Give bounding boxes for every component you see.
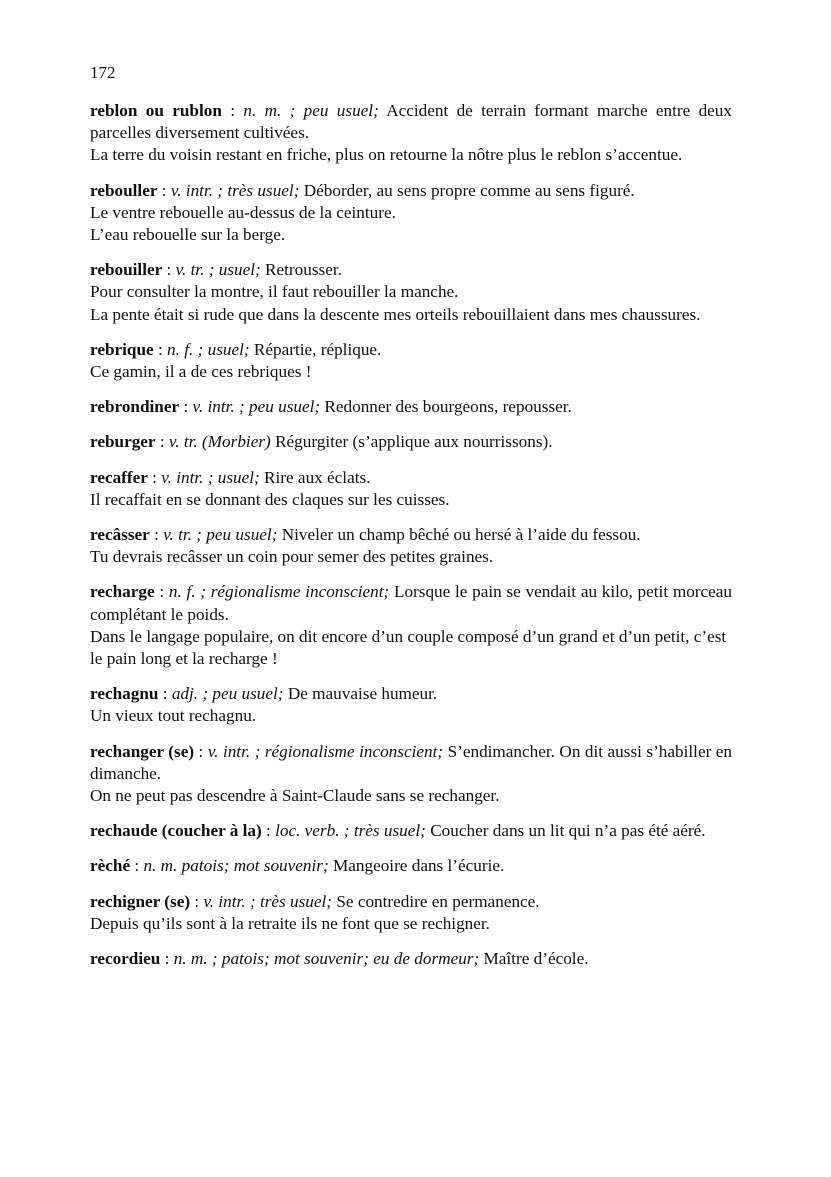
entry-headword: recharge [90,582,155,602]
entry-definition-line [90,431,732,453]
headword-separator: : [158,684,172,704]
entry-example: L’eau rebouelle sur la berge. [90,225,286,245]
headword-separator: : [179,397,193,417]
headword-separator: : [160,949,174,969]
headword-separator: : [154,582,169,602]
entry-grammar: v. intr. ; peu usuel; [192,397,321,417]
entry-headword: rechaude (coucher à la) [90,821,262,841]
entry-grammar: loc. verb. ; très usuel; [275,821,426,841]
dictionary-entry [90,100,732,167]
entry-definition-line [90,581,732,625]
headword-separator: : [162,260,176,280]
headword-separator: : [261,821,276,841]
entry-grammar: n. m. ; patois; mot souvenir; eu de dormeur; [173,949,480,969]
dictionary-entry [90,339,732,383]
entry-grammar: n. m. ; peu usuel; [243,101,379,120]
entry-headword: rebouller [90,180,158,200]
entry-headword: reburger [90,432,156,452]
entry-definition: Retrousser. [265,260,342,280]
entry-list [90,100,732,970]
entry-grammar: v. intr. ; usuel; [161,467,260,487]
dictionary-entry [90,180,732,247]
entry-definition-line [90,891,732,913]
dictionary-entry [90,259,732,326]
entry-definition: Régurgiter (s’applique aux nourrissons). [275,432,553,452]
entry-grammar: n. f. ; usuel; [167,339,250,359]
headword-separator: : [194,741,208,761]
entry-definition: Niveler un champ bêché ou hersé à l’aide du fessou. [281,525,641,545]
headword-separator: : [190,891,204,911]
entry-headword: rebrondiner [90,397,180,417]
headword-separator: : [130,856,144,876]
entry-grammar: v. intr. ; régionalisme inconscient; [207,741,444,761]
entry-definition-line [90,259,732,281]
entry-example: Depuis qu’ils sont à la retraite ils ne font que se rechigner. [90,913,490,933]
entry-grammar: v. tr. (Morbier) [168,432,271,452]
entry-definition: Répartie, réplique. [253,339,382,359]
entry-example: Un vieux tout rechagnu. [90,706,257,726]
entry-definition-line [90,855,732,877]
entry-headword: rebrique [90,339,154,359]
dictionary-page [90,62,732,983]
entry-example: On ne peut pas descendre à Saint-Claude sans se rechanger. [90,786,500,806]
headword-separator: : [157,180,171,200]
entry-definition: Rire aux éclats. [264,467,371,487]
entry-headword: rechanger (se) [90,741,195,761]
entry-example: La pente était si rude que dans la descente mes orteils rebouillaient dans mes chaussures. [90,304,701,324]
entry-headword: reblon ou rublon [90,101,222,120]
dictionary-entry [90,581,732,670]
entry-definition: Lorsque le pain se vendait au kilo, petit morceau complétant le poids. [90,582,733,624]
entry-headword: rechigner (se) [90,891,191,911]
entry-grammar: n. m. patois; mot souvenir; [143,856,329,876]
dictionary-entry [90,855,732,877]
entry-example: Il recaffait en se donnant des claques sur les cuisses. [90,489,450,509]
entry-headword: recaffer [90,467,148,487]
dictionary-entry [90,741,732,808]
dictionary-entry [90,431,732,453]
entry-example: Tu devrais recâsser un coin pour semer des petites graines. [90,547,494,567]
entry-grammar: v. intr. ; très usuel; [203,891,333,911]
dictionary-entry [90,948,732,970]
entry-definition: Maître d’école. [483,949,589,969]
headword-separator: : [149,525,164,545]
entry-example: Dans le langage populaire, on dit encore d’un couple composé d’un grand et d’un petit, c’est le pain long et la recharge ! [90,626,727,669]
entry-example: La terre du voisin restant en friche, plus on retourne la nôtre plus le reblon s’accentue. [90,145,683,165]
entry-headword: rebouiller [90,260,163,280]
entry-definition: Redonner des bourgeons, repousser. [324,397,572,417]
entry-definition-line [90,683,732,705]
entry-definition: Accident de terrain formant marche entre deux parcelles diversement cultivées. [90,101,732,143]
entry-grammar: v. intr. ; très usuel; [170,180,300,200]
entry-definition-line [90,396,732,418]
dictionary-entry [90,467,732,511]
entry-definition-line [90,339,732,361]
entry-grammar: adj. ; peu usuel; [171,684,284,704]
dictionary-entry [90,683,732,727]
dictionary-entry [90,396,732,418]
entry-headword: rèché [90,856,131,876]
headword-separator: : [147,467,162,487]
entry-headword: recordieu [90,949,161,969]
page-number: 172 [90,63,116,82]
headword-separator: : [155,432,169,452]
entry-definition: Se contredire en permanence. [336,891,540,911]
entry-grammar: v. tr. ; usuel; [175,260,261,280]
entry-definition-line [90,948,732,970]
entry-definition-line [90,524,732,546]
entry-example: Pour consulter la montre, il faut rebouiller la manche. [90,282,459,302]
entry-definition: Coucher dans un lit qui n’a pas été aéré. [430,821,706,841]
entry-definition-line [90,180,732,202]
entry-definition-line [90,100,732,144]
entry-definition: De mauvaise humeur. [287,684,438,704]
entry-headword: rechagnu [90,684,159,704]
entry-grammar: n. f. ; régionalisme inconscient; [168,582,390,602]
entry-definition-line [90,741,732,785]
entry-definition-line [90,820,732,842]
entry-definition: Déborder, au sens propre comme au sens figuré. [303,180,635,200]
dictionary-entry [90,820,732,842]
dictionary-entry [90,524,732,568]
entry-definition: Mangeoire dans l’écurie. [332,856,505,876]
headword-separator: : [221,101,244,120]
entry-headword: recâsser [90,525,150,545]
entry-definition: S’endimancher. On dit aussi s’habiller en dimanche. [90,741,733,783]
entry-example: Le ventre rebouelle au-dessus de la ceinture. [90,202,396,222]
headword-separator: : [153,339,168,359]
entry-definition-line [90,467,732,489]
entry-grammar: v. tr. ; peu usuel; [163,525,278,545]
entry-example: Ce gamin, il a de ces rebriques ! [90,362,312,382]
dictionary-entry [90,891,732,935]
